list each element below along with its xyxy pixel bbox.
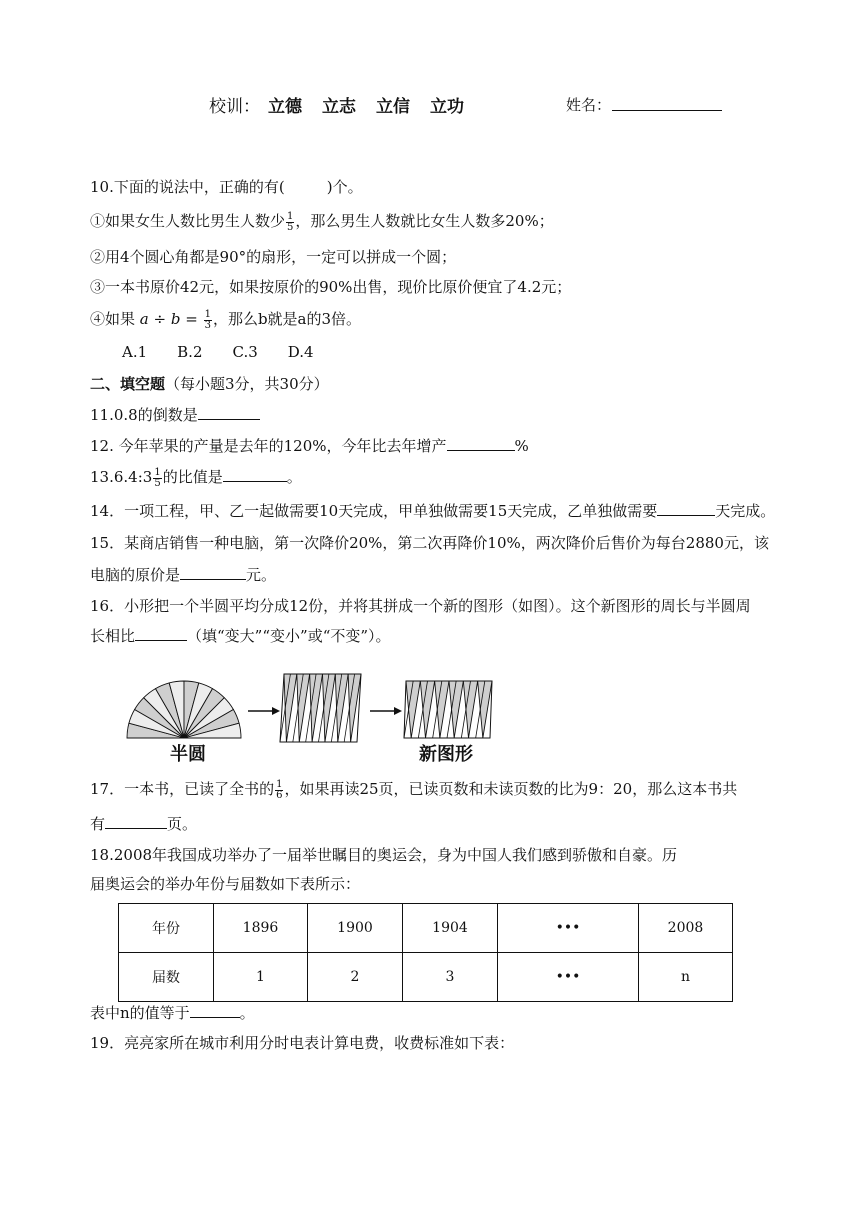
q18-line-2: 届奥运会的举办年份与届数如下表所示： [90, 875, 361, 893]
q19: 19．亮亮家所在城市利用分时电表计算电费，收费标准如下表： [90, 1034, 515, 1052]
fraction [204, 310, 212, 331]
fraction [286, 212, 294, 233]
q17-unit: 页。 [167, 815, 198, 833]
q11-text: 11.0.8的倒数是 [90, 406, 198, 424]
q12-text: 12. 今年苹果的产量是去年的120%，今年比去年增产 [90, 437, 447, 455]
olympics-table [118, 903, 733, 1002]
section-title [90, 373, 329, 394]
q10-stem [90, 176, 363, 197]
section-note: （每小题3分，共30分） [165, 375, 329, 393]
answer-blank[interactable] [190, 1003, 240, 1018]
fraction-denominator: 6 [276, 789, 283, 801]
label-semicircle: 半圆 [170, 744, 206, 765]
table-header-cell: 年份 [119, 904, 214, 953]
q15-line-1: 15．某商店销售一种电脑，第一次降价20%，第二次再降价10%，两次降价后售价为每台2880元，该 [90, 534, 769, 552]
q16-text-2: （填“变大”“变小”或“不变”）。 [187, 627, 391, 645]
table-header-cell: 届数 [119, 953, 214, 1002]
q12-unit: % [514, 437, 529, 455]
fraction [153, 468, 161, 489]
q17-text-3: 有 [90, 815, 106, 833]
school-motto [209, 92, 464, 117]
q10-statement-1 [90, 210, 554, 233]
fraction-denominator: 3 [204, 319, 211, 331]
q18-after [90, 1002, 255, 1023]
q17-text-2: ，如果再读25页，已读页数和未读页数的比为9：20，那么这本书共 [284, 780, 738, 798]
section-heading: 二、填空题 [90, 375, 166, 393]
table-cell: 1896 [214, 904, 308, 953]
answer-blank[interactable] [180, 565, 246, 580]
motto-item: 立志 [322, 97, 356, 117]
table-row [119, 904, 733, 953]
motto-item: 立功 [430, 97, 464, 117]
q13-end: 。 [286, 468, 302, 486]
q10-s1-text: ①如果女生人数比男生人数少 [90, 212, 286, 230]
answer-blank[interactable] [223, 467, 287, 482]
q14 [90, 500, 775, 521]
fraction-numerator: 1 [154, 466, 161, 478]
motto-item: 立信 [376, 97, 410, 117]
table-cell: ••• [498, 953, 639, 1002]
q17-line-2 [90, 813, 197, 834]
q11 [90, 404, 260, 425]
q13-text-2: 的比值是 [162, 468, 223, 486]
table-cell: ••• [498, 904, 639, 953]
table-row [119, 953, 733, 1002]
answer-blank[interactable] [657, 501, 715, 516]
label-new-shape: 新图形 [419, 744, 473, 765]
q15-unit: 元。 [246, 566, 277, 584]
math-expression: a ÷ b = [139, 310, 198, 328]
motto-item: 立德 [268, 97, 302, 117]
q15-text: 电脑的原价是 [90, 566, 181, 584]
q10-s4-text: ④如果 [90, 310, 136, 328]
table-cell: 1 [214, 953, 308, 1002]
q10-s1-text-2: ，那么男生人数就比女生人数多20%； [295, 212, 554, 230]
motto-label: 校训： [209, 97, 260, 117]
answer-blank[interactable] [447, 436, 515, 451]
option-c[interactable]: C.3 [232, 343, 258, 361]
fraction-numerator: 1 [287, 210, 294, 222]
table-cell: 3 [403, 953, 498, 1002]
q14-text-2: 天完成。 [715, 502, 776, 520]
q10-statement-2: ②用4个圆心角都是90°的扇形，一定可以拼成一个圆； [90, 248, 457, 266]
table-cell: 2008 [639, 904, 733, 953]
q16-line-1: 16．小形把一个半圆平均分成12份，并将其拼成一个新的图形（如图）。这个新图形的周长与半圆周 [90, 597, 751, 615]
q18-after-text: 表中n的值等于 [90, 1004, 190, 1022]
q12 [90, 435, 529, 456]
q10-s4-text-2: ，那么b就是a的3倍。 [212, 310, 362, 328]
q13-text: 13.6.4:3 [90, 468, 153, 486]
name-label: 姓名： [566, 96, 612, 114]
arrow-icon [248, 707, 280, 715]
table-cell: n [639, 953, 733, 1002]
fraction-denominator: 5 [287, 221, 294, 233]
arrow-icon [370, 707, 402, 715]
option-a[interactable]: A.1 [122, 343, 148, 361]
table-cell: 1900 [308, 904, 403, 953]
table-cell: 2 [308, 953, 403, 1002]
q18-after-end: 。 [239, 1004, 255, 1022]
rearranged-shape-1 [280, 674, 361, 742]
fraction-numerator: 1 [204, 308, 211, 320]
q10-stem-after: )个。 [326, 178, 363, 196]
name-blank[interactable] [612, 110, 722, 111]
q14-text: 14．一项工程，甲、乙一起做需要10天完成，甲单独做需要15天完成，乙单独做需要 [90, 502, 658, 520]
q13 [90, 466, 302, 489]
fraction-denominator: 5 [154, 477, 161, 489]
table-cell: 1904 [403, 904, 498, 953]
answer-blank[interactable] [198, 405, 260, 420]
q10-options [122, 343, 314, 361]
semicircle-shape [127, 681, 241, 738]
fraction-numerator: 1 [276, 778, 283, 790]
q10-stem-before: 10.下面的说法中，正确的有( [90, 178, 285, 196]
new-shape [404, 681, 492, 738]
q16-text: 长相比 [90, 627, 136, 645]
answer-blank[interactable] [135, 626, 187, 641]
q17-text: 17．一本书，已读了全书的 [90, 780, 275, 798]
option-d[interactable]: D.4 [287, 343, 314, 361]
q15-line-2 [90, 564, 276, 585]
q10-statement-4 [90, 308, 361, 331]
q10-statement-3: ③一本书原价42元，如果按原价的90%出售，现价比原价便宜了4.2元； [90, 278, 572, 296]
q16-line-2 [90, 625, 391, 646]
option-b[interactable]: B.2 [177, 343, 203, 361]
q18-line-1: 18.2008年我国成功举办了一届举世瞩目的奥运会，身为中国人我们感到骄傲和自豪。历 [90, 846, 678, 864]
fraction [275, 780, 283, 801]
answer-blank[interactable] [105, 814, 167, 829]
q17-line-1 [90, 778, 737, 801]
